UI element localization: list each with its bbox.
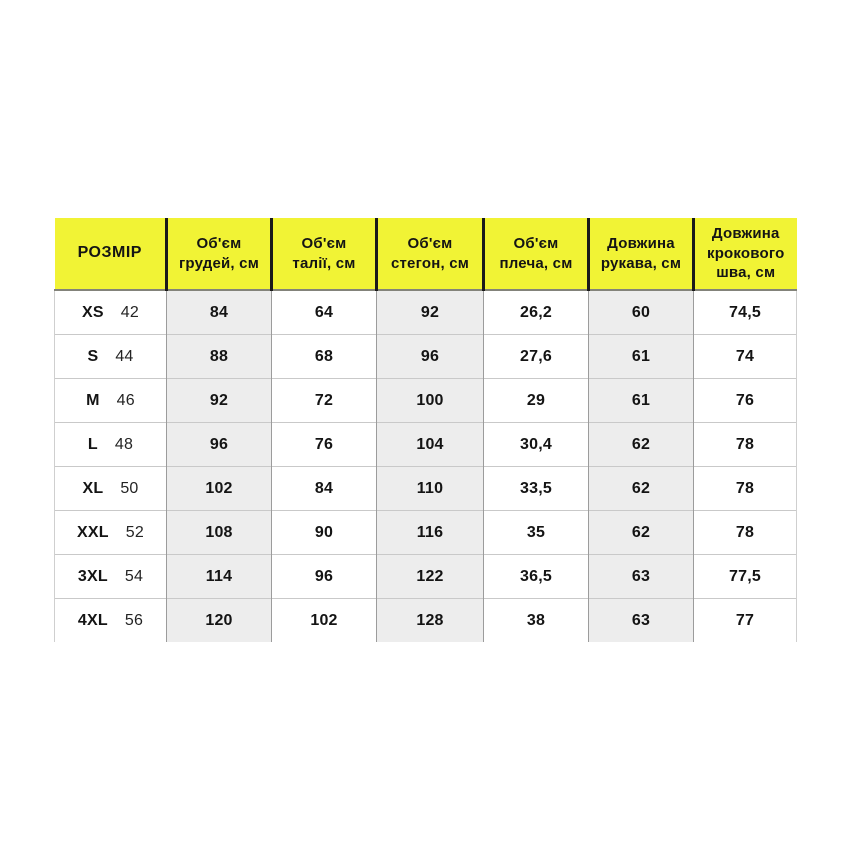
value-cell: 33,5 <box>484 467 589 511</box>
table-row <box>55 467 797 511</box>
header-row <box>55 218 797 290</box>
table-header <box>55 218 797 290</box>
size-cell <box>55 599 167 643</box>
column-header-hips: Об'єм стегон, см <box>377 218 484 290</box>
size-chart <box>54 218 797 642</box>
value-cell: 77,5 <box>694 555 797 599</box>
table-row <box>55 335 797 379</box>
value-cell: 104 <box>377 423 484 467</box>
value-cell: 60 <box>589 290 694 335</box>
size-eu-number: 44 <box>115 347 134 365</box>
value-cell: 122 <box>377 555 484 599</box>
value-cell: 29 <box>484 379 589 423</box>
size-cell <box>55 423 167 467</box>
column-header-size: РОЗМІР <box>55 218 167 290</box>
column-header-waist: Об'єм талії, см <box>272 218 377 290</box>
table-row <box>55 423 797 467</box>
column-header-sleeve: Довжина рукава, см <box>589 218 694 290</box>
value-cell: 92 <box>377 290 484 335</box>
value-cell: 30,4 <box>484 423 589 467</box>
value-cell: 38 <box>484 599 589 643</box>
size-cell <box>55 467 167 511</box>
value-cell: 76 <box>272 423 377 467</box>
value-cell: 63 <box>589 555 694 599</box>
value-cell: 128 <box>377 599 484 643</box>
size-eu-number: 52 <box>125 523 144 541</box>
size-cell <box>55 290 167 335</box>
value-cell: 100 <box>377 379 484 423</box>
size-label: M <box>86 391 100 409</box>
value-cell: 102 <box>272 599 377 643</box>
value-cell: 26,2 <box>484 290 589 335</box>
size-eu-number: 46 <box>116 391 135 409</box>
value-cell: 63 <box>589 599 694 643</box>
table-body <box>55 290 797 642</box>
value-cell: 110 <box>377 467 484 511</box>
table-row <box>55 290 797 335</box>
value-cell: 27,6 <box>484 335 589 379</box>
size-label: S <box>87 347 99 365</box>
value-cell: 62 <box>589 467 694 511</box>
size-label: XS <box>82 303 104 321</box>
value-cell: 102 <box>167 467 272 511</box>
size-eu-number: 56 <box>124 611 144 629</box>
value-cell: 74,5 <box>694 290 797 335</box>
value-cell: 76 <box>694 379 797 423</box>
size-label: XL <box>82 479 104 497</box>
column-header-inseam: Довжина крокового шва, см <box>694 218 797 290</box>
size-label: L <box>87 435 98 453</box>
value-cell: 96 <box>377 335 484 379</box>
value-cell: 64 <box>272 290 377 335</box>
value-cell: 62 <box>589 511 694 555</box>
size-cell <box>55 379 167 423</box>
size-label: 4XL <box>77 611 108 629</box>
size-cell <box>55 555 167 599</box>
value-cell: 74 <box>694 335 797 379</box>
table-row <box>55 599 797 643</box>
value-cell: 62 <box>589 423 694 467</box>
value-cell: 84 <box>167 290 272 335</box>
size-cell <box>55 335 167 379</box>
value-cell: 61 <box>589 379 694 423</box>
size-cell <box>55 511 167 555</box>
size-chart-table <box>54 218 797 642</box>
value-cell: 78 <box>694 511 797 555</box>
value-cell: 88 <box>167 335 272 379</box>
value-cell: 96 <box>272 555 377 599</box>
column-header-shoulder: Об'єм плеча, см <box>484 218 589 290</box>
value-cell: 114 <box>167 555 272 599</box>
value-cell: 96 <box>167 423 272 467</box>
value-cell: 92 <box>167 379 272 423</box>
value-cell: 90 <box>272 511 377 555</box>
value-cell: 116 <box>377 511 484 555</box>
table-row <box>55 379 797 423</box>
table-row <box>55 511 797 555</box>
size-eu-number: 48 <box>114 435 134 453</box>
value-cell: 35 <box>484 511 589 555</box>
value-cell: 36,5 <box>484 555 589 599</box>
value-cell: 120 <box>167 599 272 643</box>
table-row <box>55 555 797 599</box>
size-label: XXL <box>77 523 109 541</box>
size-eu-number: 42 <box>120 303 139 321</box>
value-cell: 84 <box>272 467 377 511</box>
size-eu-number: 54 <box>124 567 144 585</box>
size-label: 3XL <box>77 567 108 585</box>
size-eu-number: 50 <box>120 479 139 497</box>
value-cell: 77 <box>694 599 797 643</box>
value-cell: 78 <box>694 467 797 511</box>
value-cell: 61 <box>589 335 694 379</box>
value-cell: 78 <box>694 423 797 467</box>
value-cell: 108 <box>167 511 272 555</box>
value-cell: 68 <box>272 335 377 379</box>
value-cell: 72 <box>272 379 377 423</box>
column-header-chest: Об'єм грудей, см <box>167 218 272 290</box>
